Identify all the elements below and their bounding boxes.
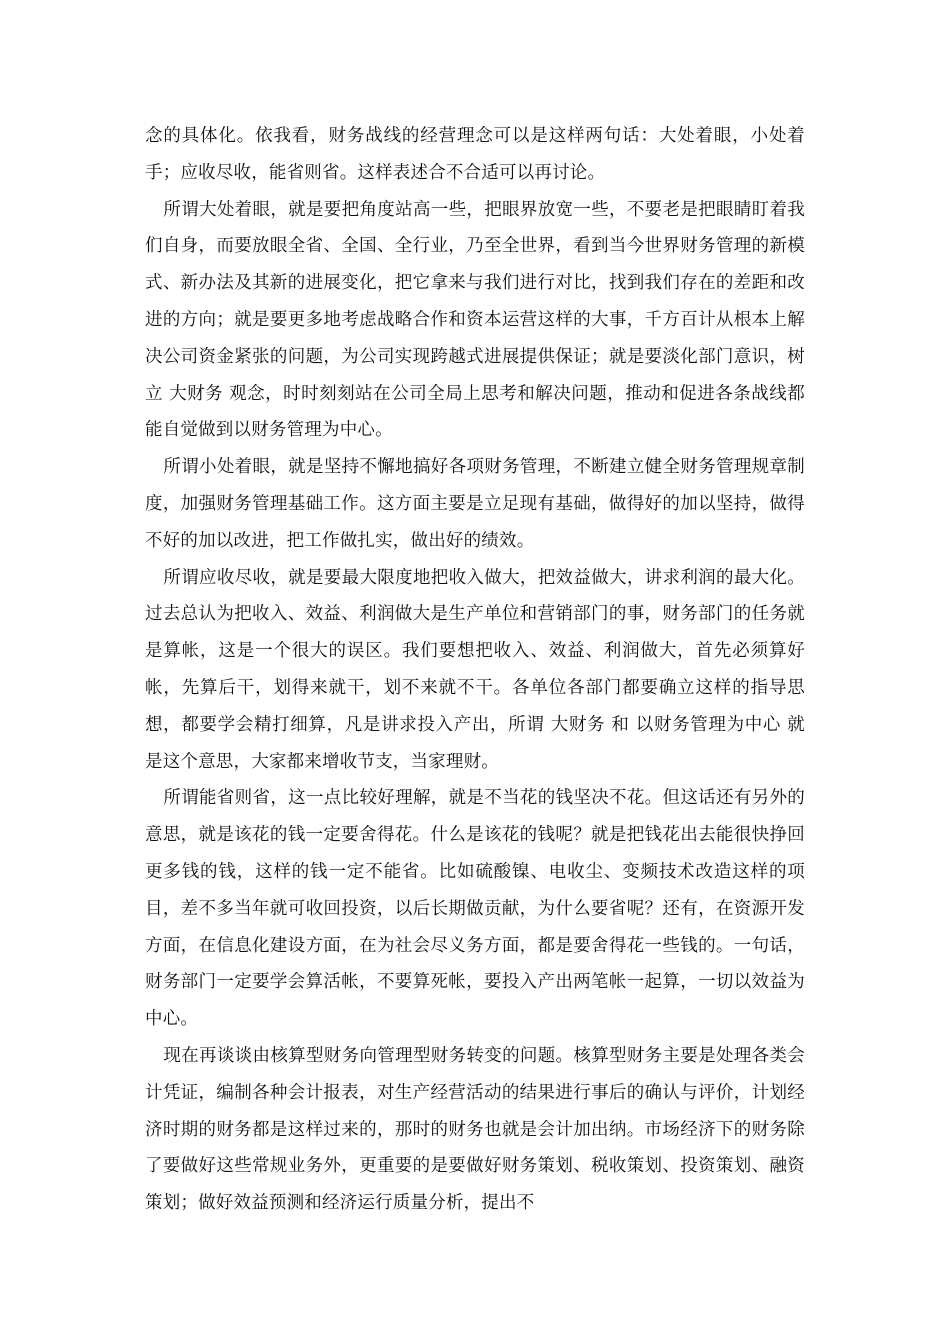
paragraph-3: 所谓小处着眼，就是坚持不懈地搞好各项财务管理，不断建立健全财务管理规章制度，加强财务管理基础工作。这方面主要是立足现有基础，做得好的加以坚持，做得不好的加以改进，把工作做扎实，做出好的绩效。 [145, 457, 805, 551]
paragraph-4: 所谓应收尽收，就是要最大限度地把收入做大，把效益做大，讲求利润的最大化。过去总认为把收入、效益、利润做大是生产单位和营销部门的事，财务部门的任务就是算帐，这是一个很大的误区。我们要想把收入、效益、利润做大，首先必须算好帐，先算后干，划得来就干，划不来就不干。各单位各部门都要确立这样的指导思想，都要学会精打细算，凡是讲求投入产出，所谓 大财务 和 以财务管理为中心 就是这个意思，大家都来增收节支，当家理财。 [145, 567, 805, 772]
document-body [145, 118, 805, 1222]
paragraph-2: 所谓大处着眼，就是要把角度站高一些，把眼界放宽一些，不要老是把眼睛盯着我们自身，而要放眼全省、全国、全行业，乃至全世界，看到当今世界财务管理的新模式、新办法及其新的进展变化，把它拿来与我们进行对比，找到我们存在的差距和改进的方向；就是要更多地考虑战略合作和资本运营这样的大事，千方百计从根本上解决公司资金紧张的问题，为公司实现跨越式进展提供保证；就是要淡化部门意识，树立 大财务 观念，时时刻刻站在公司全局上思考和解决问题，推动和促进各条战线都能自觉做到以财务管理为中心。 [145, 199, 805, 441]
paragraph-5: 所谓能省则省，这一点比较好理解，就是不当花的钱坚决不花。但这话还有另外的意思，就是该花的钱一定要舍得花。什么是该花的钱呢？就是把钱花出去能很快挣回更多钱的钱，这样的钱一定不能省。比如硫酸镍、电收尘、变频技术改造这样的项目，差不多当年就可收回投资，以后长期做贡献，为什么要省呢？还有，在资源开发方面，在信息化建设方面，在为社会尽义务方面，都是要舍得花一些钱的。一句话，财务部门一定要学会算活帐，不要算死帐，要投入产出两笔帐一起算，一切以效益为中心。 [145, 788, 805, 1030]
paragraph-1: 念的具体化。依我看，财务战线的经营理念可以是这样两句话：大处着眼，小处着手；应收尽收，能省则省。这样表述合不合适可以再讨论。 [145, 126, 805, 183]
paragraph-6: 现在再谈谈由核算型财务向管理型财务转变的问题。核算型财务主要是处理各类会计凭证，编制各种会计报表，对生产经营活动的结果进行事后的确认与评价，计划经济时期的财务都是这样过来的，那时的财务也就是会计加出纳。市场经济下的财务除了要做好这些常规业务外，更重要的是要做好财务策划、税收策划、投资策划、融资策划；做好效益预测和经济运行质量分析，提出不 [145, 1045, 805, 1214]
